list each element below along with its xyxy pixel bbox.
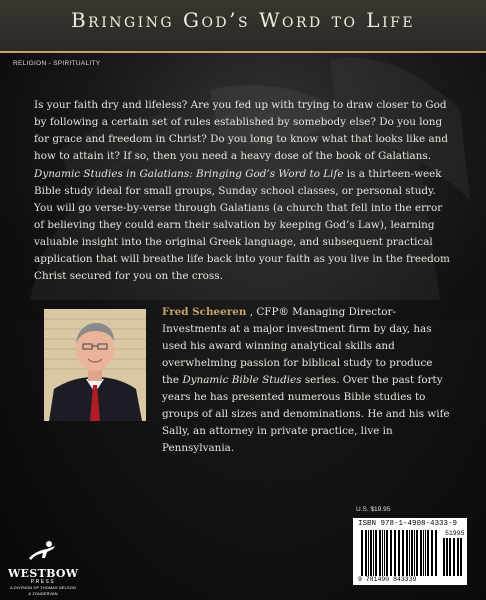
bio-text-2: series. Over the past forty years he has presented numerous Bible studies to groups of all sizes and denominations. He and his wife Sally, an attorney in private practice, live in Pennsylvania.	[162, 374, 450, 454]
publisher-name: WESTBOW	[8, 567, 79, 580]
isbn-text: ISBN 978-1-4908-4333-9	[358, 520, 458, 528]
title-band	[0, 0, 486, 51]
gold-divider-line	[0, 51, 486, 53]
category-label: RELIGION - SPIRITUALITY	[13, 60, 101, 67]
bio-text-1: , CFP® Managing Director-Investments at a major investment firm by day, has used his award winning analytical skills and overwhelming passion for biblical study to produce the	[162, 306, 433, 386]
author-name: Fred Scheeren	[162, 306, 247, 318]
bio-series-italic: Dynamic Bible Studies	[182, 374, 302, 386]
publisher-division-line-1: A DIVISION OF THOMAS NELSON	[10, 586, 76, 590]
barcode-main	[361, 530, 439, 576]
blurb-text-2: is a thirteen-week Bible study ideal for small groups, Sunday school classes, or personal study. You will go verse-by-verse through Galatians (a church that fell into the error of believing they could earn their salvation by keeping God’s Law), learning valuable insight into the original Greek language, and subsequent practical application that will breathe life back into your faith as you live in the freedom Christ secured for you on the cross.	[34, 168, 450, 282]
publisher-logo	[8, 540, 78, 597]
book-title-italic: Dynamic Studies in Galatians: Bringing God’s Word to Life	[34, 168, 344, 180]
barcode-block	[353, 518, 467, 585]
blurb-paragraph-1	[34, 97, 454, 165]
barcode-addon	[443, 538, 463, 576]
barcode-digits: 9 781490 843339	[358, 576, 417, 583]
blurb-paragraph-2	[34, 166, 454, 285]
runner-icon	[25, 540, 61, 562]
author-photo	[44, 309, 146, 421]
blurb-text-1: Is your faith dry and lifeless? Are you fed up with trying to draw closer to God by following a certain set of rules established by somebody else? Do you long for grace and freedom in Christ? Do you long to know what that looks like and how to attain it? If so, then you need a heavy dose of the book of Galatians.	[34, 99, 449, 162]
price-label: U.S. $19.95	[356, 506, 391, 513]
barcode-addon-text: 51995	[445, 530, 465, 537]
publisher-division-line-2: & ZONDERVAN	[28, 592, 58, 596]
publisher-sub: PRESS	[30, 579, 56, 585]
author-bio	[162, 304, 452, 457]
series-title: Bringing God’s Word to Life	[70, 8, 416, 32]
